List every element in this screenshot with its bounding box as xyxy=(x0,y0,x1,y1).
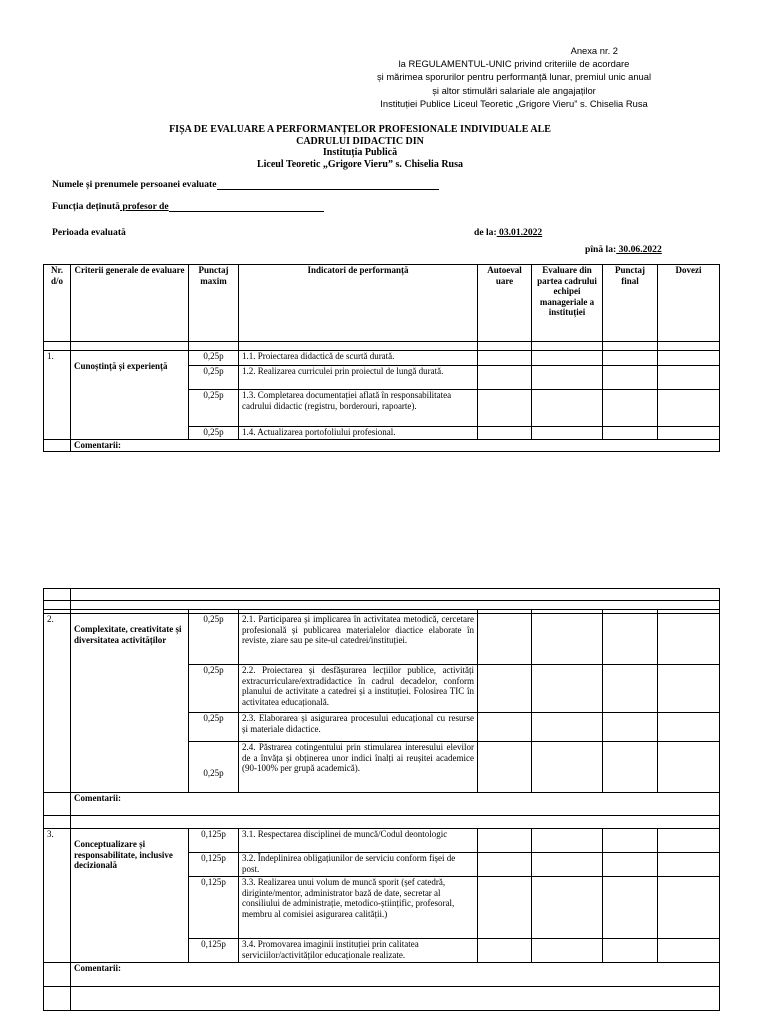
to-date: 30.06.2022 xyxy=(616,244,662,255)
period-from xyxy=(474,227,542,238)
title-line: CADRULUI DIDACTIC DIN xyxy=(296,135,424,147)
final-score-cell[interactable] xyxy=(603,742,658,793)
max-points: 0,25p xyxy=(189,366,239,390)
function-blank xyxy=(169,201,324,212)
indicator-text: 2.2. Proiectarea și desfășurarea lecțiilor publice, activități extracurriculare/extradidactice în cadrul decadelor, conform planului de activitate a catedrei și a instituției. Folosirea TIC în activitatea educațională. xyxy=(239,665,478,713)
mgmt-eval-cell[interactable] xyxy=(532,427,603,440)
function-label: Funcția deținută xyxy=(52,201,120,212)
comment-row xyxy=(44,963,720,987)
evidence-cell[interactable] xyxy=(658,713,720,742)
self-eval-cell[interactable] xyxy=(478,829,532,853)
indicator-text: 3.1. Respectarea disciplinei de muncă/Codul deontologic xyxy=(239,829,478,853)
title-line: Instituția Publică xyxy=(322,147,398,158)
annex-line: și altor stimulări salariale ale angajaților xyxy=(432,84,596,96)
mgmt-eval-cell[interactable] xyxy=(532,366,603,390)
final-score-cell[interactable] xyxy=(603,853,658,877)
comment-row xyxy=(44,440,720,452)
table-header-row xyxy=(44,265,720,342)
mgmt-eval-cell[interactable] xyxy=(532,351,603,366)
to-label: pînă la: xyxy=(585,244,617,255)
function-value: profesor de xyxy=(119,201,169,212)
indicator-text: 3.4. Promovarea imaginii instituției prin calitatea serviciilor/activităților educaționale realizate. xyxy=(239,939,478,963)
mgmt-eval-cell[interactable] xyxy=(532,853,603,877)
table-row xyxy=(44,829,720,853)
section-criterion: Conceptualizare și responsabilitate, inclusive decizională xyxy=(71,829,189,963)
name-field xyxy=(52,179,439,190)
self-eval-cell[interactable] xyxy=(478,614,532,665)
final-score-cell[interactable] xyxy=(603,665,658,713)
annex-line: Anexa nr. 2 xyxy=(570,45,618,56)
section-criterion: Cunoștință și experiență xyxy=(71,351,189,440)
final-score-cell[interactable] xyxy=(603,939,658,963)
final-score-cell[interactable] xyxy=(603,829,658,853)
self-eval-cell[interactable] xyxy=(478,427,532,440)
max-points: 0,25p xyxy=(189,390,239,427)
max-points: 0,125p xyxy=(189,829,239,853)
comment-row xyxy=(44,793,720,816)
max-points: 0,25p xyxy=(189,427,239,440)
header-evidence: Dovezi xyxy=(658,265,720,342)
self-eval-cell[interactable] xyxy=(478,877,532,939)
spacer-row xyxy=(44,342,720,351)
evaluation-table-part1 xyxy=(43,264,720,452)
header-indicators: Indicatori de performanță xyxy=(239,265,478,342)
header-max: Punctaj maxim xyxy=(189,265,239,342)
mgmt-eval-cell[interactable] xyxy=(532,939,603,963)
indicator-text: 1.3. Completarea documentației aflată în responsabilitatea cadrului didactic (registru, borderouri, rapoarte). xyxy=(239,390,478,427)
max-points: 0,25p xyxy=(189,665,239,713)
evidence-cell[interactable] xyxy=(658,614,720,665)
self-eval-cell[interactable] xyxy=(478,665,532,713)
from-label: de la: xyxy=(474,227,497,238)
indicator-text: 2.3. Elaborarea și asigurarea procesului educațional cu resurse și materiale didactice. xyxy=(239,713,478,742)
max-points: 0,125p xyxy=(189,939,239,963)
header-final: Punctaj final xyxy=(603,265,658,342)
final-score-cell[interactable] xyxy=(603,366,658,390)
section-criterion: Complexitate, creativitate și diversitatea activităților xyxy=(71,614,189,793)
comment-label[interactable]: Comentarii: xyxy=(71,440,720,452)
self-eval-cell[interactable] xyxy=(478,713,532,742)
header-self: Autoeval uare xyxy=(478,265,532,342)
mgmt-eval-cell[interactable] xyxy=(532,742,603,793)
annex-header xyxy=(314,44,714,110)
header-nr: Nr. d/o xyxy=(44,265,71,342)
final-score-cell[interactable] xyxy=(603,713,658,742)
evidence-cell[interactable] xyxy=(658,366,720,390)
spacer-row xyxy=(44,601,720,610)
indicator-text: 3.3. Realizarea unui volum de muncă sporit (șef catedră, diriginte/mentor, administrator bază de date, secretar al consiliului de administrație, metodico-științific, profesoral, membru al comisiei asigurarea calității.) xyxy=(239,877,478,939)
annex-line: și mărimea sporurilor pentru performanță lunar, premiul unic anual xyxy=(376,71,652,83)
final-score-cell[interactable] xyxy=(603,877,658,939)
self-eval-cell[interactable] xyxy=(478,366,532,390)
indicator-text: 1.4. Actualizarea portofoliului profesional. xyxy=(239,427,478,440)
period-to xyxy=(585,244,662,255)
evidence-cell[interactable] xyxy=(658,742,720,793)
comment-label[interactable]: Comentarii: xyxy=(71,963,720,987)
final-score-cell[interactable] xyxy=(603,614,658,665)
self-eval-cell[interactable] xyxy=(478,742,532,793)
name-blank xyxy=(217,179,439,190)
mgmt-eval-cell[interactable] xyxy=(532,829,603,853)
comment-label[interactable]: Comentarii: xyxy=(71,793,720,816)
title-line: FIȘA DE EVALUARE A PERFORMANȚELOR PROFESIONALE INDIVIDUALE ALE xyxy=(169,124,551,135)
spacer-row xyxy=(44,816,720,829)
evidence-cell[interactable] xyxy=(658,427,720,440)
max-points: 0,125p xyxy=(189,877,239,939)
evidence-cell[interactable] xyxy=(658,829,720,853)
section-number: 2. xyxy=(44,614,71,793)
section-number: 3. xyxy=(44,829,71,963)
period-label: Perioada evaluată xyxy=(52,227,126,238)
spacer-row xyxy=(44,987,720,1011)
max-points: 0,25p xyxy=(189,351,239,366)
document-title xyxy=(60,124,660,170)
table-row xyxy=(44,351,720,366)
self-eval-cell[interactable] xyxy=(478,351,532,366)
final-score-cell[interactable] xyxy=(603,390,658,427)
header-mgmt: Evaluare din partea cadrului echipei manageriale a instituției xyxy=(532,265,603,342)
function-field xyxy=(52,201,324,212)
indicator-text: 1.2. Realizarea curriculei prin proiectul de lungă durată. xyxy=(239,366,478,390)
max-points: 0,25p xyxy=(189,614,239,665)
mgmt-eval-cell[interactable] xyxy=(532,713,603,742)
evaluation-table-part2 xyxy=(43,588,720,1011)
header-criteria: Criterii generale de evaluare xyxy=(71,265,189,342)
mgmt-eval-cell[interactable] xyxy=(532,877,603,939)
self-eval-cell[interactable] xyxy=(478,853,532,877)
evidence-cell[interactable] xyxy=(658,390,720,427)
max-points: 0,125p xyxy=(189,853,239,877)
evidence-cell[interactable] xyxy=(658,939,720,963)
final-score-cell[interactable] xyxy=(603,351,658,366)
final-score-cell[interactable] xyxy=(603,427,658,440)
name-label: Numele și prenumele persoanei evaluate xyxy=(52,179,217,190)
mgmt-eval-cell[interactable] xyxy=(532,614,603,665)
max-points: 0,25p xyxy=(189,713,239,742)
max-points: 0,25p xyxy=(189,742,239,793)
self-eval-cell[interactable] xyxy=(478,939,532,963)
evidence-cell[interactable] xyxy=(658,877,720,939)
annex-line: la REGULAMENTUL-UNIC privind criteriile de acordare xyxy=(398,58,630,70)
evidence-cell[interactable] xyxy=(658,351,720,366)
indicator-text: 1.1. Proiectarea didactică de scurtă durată. xyxy=(239,351,478,366)
title-line: Liceul Teoretic „Grigore Vieru” s. Chiselia Rusa xyxy=(256,158,463,170)
section-number: 1. xyxy=(44,351,71,440)
indicator-text: 3.2. Îndeplinirea obligațiunilor de serviciu conform fișei de post. xyxy=(239,853,478,877)
mgmt-eval-cell[interactable] xyxy=(532,390,603,427)
from-date: 03.01.2022 xyxy=(496,227,543,238)
mgmt-eval-cell[interactable] xyxy=(532,665,603,713)
indicator-text: 2.4. Păstrarea cotingentului prin stimularea interesului elevilor de a învăța și obținerea unor indici înalți ai reușitei academice (90-100% per grupă academică). xyxy=(239,742,478,793)
evidence-cell[interactable] xyxy=(658,853,720,877)
evidence-cell[interactable] xyxy=(658,665,720,713)
self-eval-cell[interactable] xyxy=(478,390,532,427)
spacer-row xyxy=(44,589,720,601)
annex-line: Instituției Publice Liceul Teoretic „Grigore Vieru” s. Chiselia Rusa xyxy=(380,97,648,109)
table-row xyxy=(44,614,720,665)
indicator-text: 2.1. Participarea și implicarea în activitatea metodică, cercetare profesională și publicarea materialelor diactice elaborate în reviste, ziare sau pe site-ul catedrei/instituției. xyxy=(239,614,478,665)
